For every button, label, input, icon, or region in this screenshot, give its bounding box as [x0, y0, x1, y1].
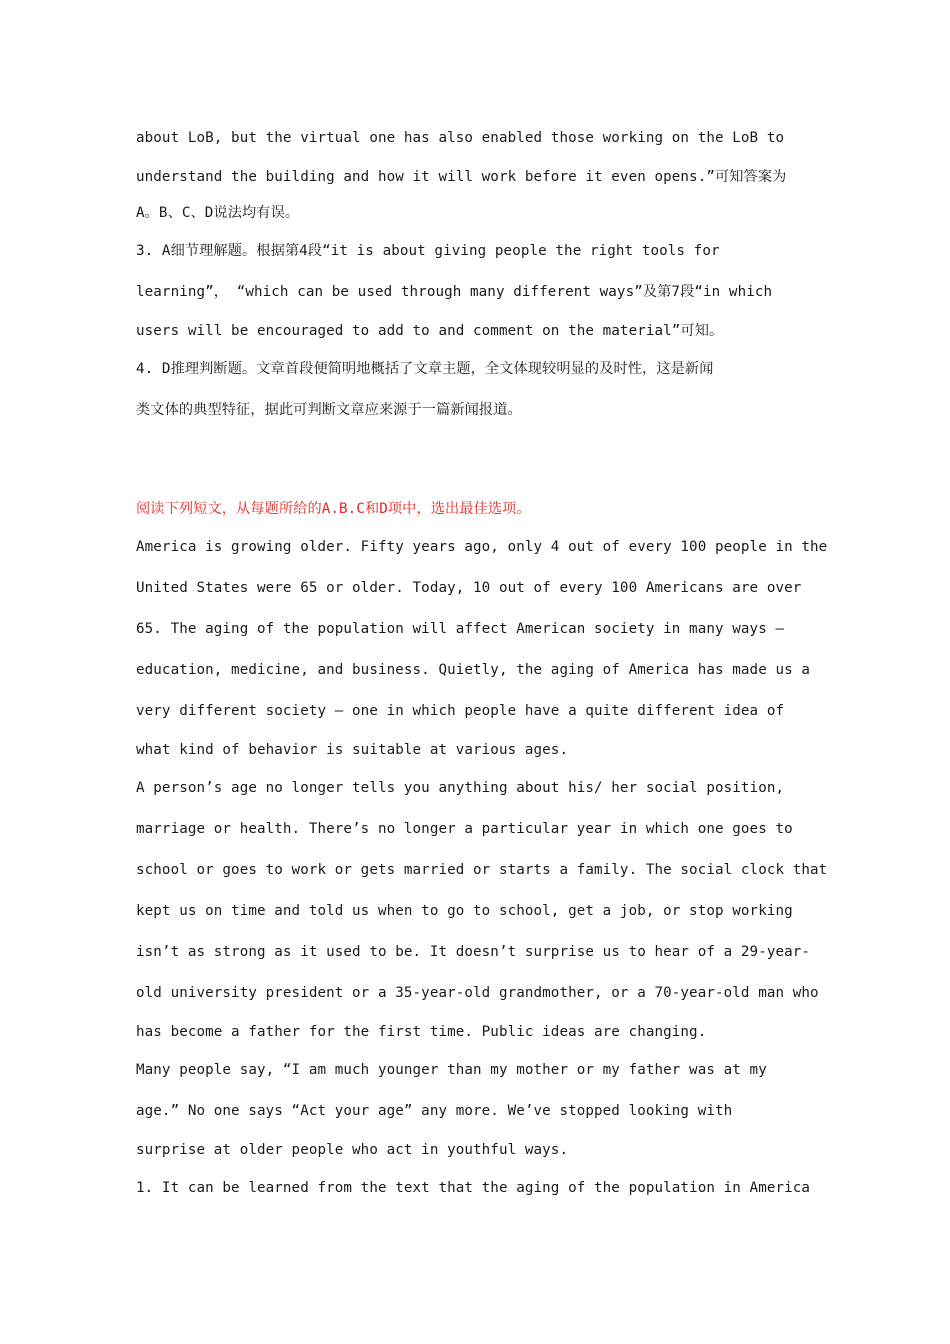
text-line: users will be encouraged to add to and comment on the material”可知。 [136, 323, 724, 339]
text-line: A。B、C、D说法均有误。 [136, 205, 300, 221]
text-line: learning”， “which can be used through many different ways”及第7段“in which [136, 284, 773, 300]
question-1-stem: 1. It can be learned from the text that the aging of the population in America [136, 1180, 811, 1196]
text-line: United States were 65 or older. Today, 10 out of every 100 Americans are over [136, 580, 802, 596]
text-line: kept us on time and told us when to go to school, get a job, or stop working [136, 903, 793, 919]
passage-paragraph-3 [136, 1050, 816, 1168]
text-line: school or goes to work or gets married or starts a family. The social clock that [136, 862, 828, 878]
text-line: old university president or a 35-year-old grandmother, or a 70-year-old man who [136, 985, 819, 1001]
text-line: education, medicine, and business. Quietly, the aging of America has made us a [136, 662, 811, 678]
text-line: understand the building and how it will work before it even opens.”可知答案为 [136, 169, 787, 185]
text-line: Many people say, “I am much younger than my mother or my father was at my [136, 1062, 767, 1078]
text-line: about LoB, but the virtual one has also enabled those working on the LoB to [136, 130, 785, 146]
passage-paragraph-1 [136, 527, 828, 768]
passage-paragraph-2 [136, 768, 828, 1050]
text-line: age.” No one says “Act your age” any more. We’ve stopped looking with [136, 1103, 733, 1119]
text-line: 4. D推理判断题。文章首段便简明地概括了文章主题，全文体现较明显的及时性，这是新闻 [136, 361, 714, 377]
text-line: very different society — one in which people have a quite different idea of [136, 703, 785, 719]
text-line: surprise at older people who act in youthful ways. [136, 1142, 569, 1158]
text-line: 3. A细节理解题。根据第4段“it is about giving people the right tools for [136, 243, 720, 259]
section-gap [136, 431, 816, 491]
text-line: marriage or health. There’s no longer a particular year in which one goes to [136, 821, 793, 837]
text-line: what kind of behavior is suitable at various ages. [136, 742, 569, 758]
text-line: 类文体的典型特征，据此可判断文章应来源于一篇新闻报道。 [136, 402, 522, 418]
text-line: A person’s age no longer tells you anything about his/ her social position, [136, 780, 785, 796]
text-line: has become a father for the first time. Public ideas are changing. [136, 1024, 707, 1040]
previous-answers [136, 118, 816, 431]
reading-instruction: 阅读下列短文，从每题所给的A.B.C和D项中，选出最佳选项。 [136, 501, 531, 517]
text-line: isn’t as strong as it used to be. It doesn’t surprise us to hear of a 29-year- [136, 944, 811, 960]
text-line: America is growing older. Fifty years ago, only 4 out of every 100 people in the [136, 539, 828, 555]
text-line: 65. The aging of the population will affect American society in many ways — [136, 621, 785, 637]
document-page [136, 118, 828, 1209]
